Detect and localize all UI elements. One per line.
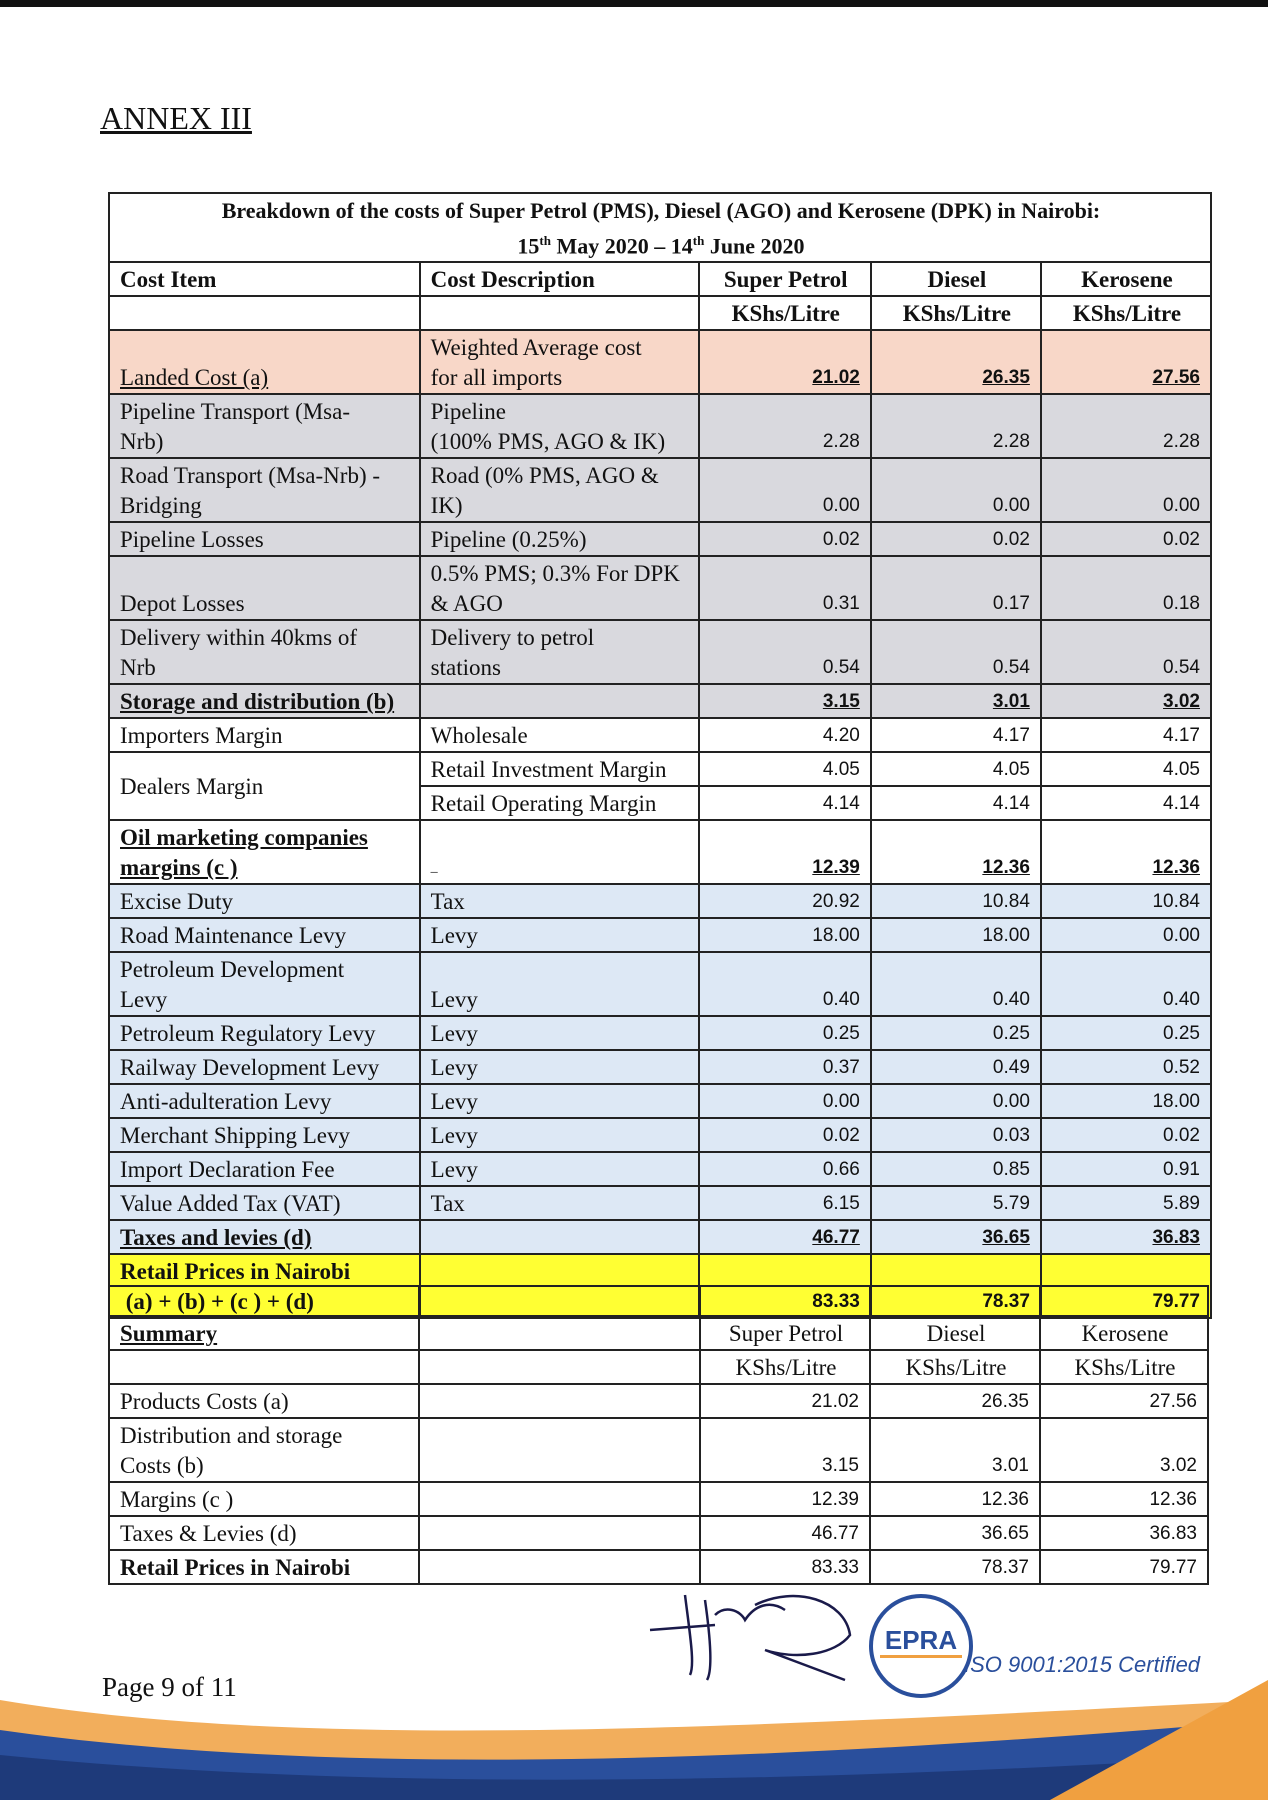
table-row: [109, 394, 1211, 458]
value-super-petrol: 2.28: [699, 394, 871, 458]
summary-item: Margins (c ): [109, 1482, 419, 1516]
value-super-petrol: 4.14: [699, 786, 871, 820]
cost-item: Storage and distribution (b): [109, 684, 420, 718]
annex-title: ANNEX III: [100, 100, 252, 136]
value-kerosene: 4.05: [1041, 752, 1211, 786]
spacer-row: [109, 1286, 1208, 1316]
summary-value-super-petrol: 12.39: [700, 1482, 870, 1516]
table-row: [109, 918, 1211, 952]
value-kerosene: 0.52: [1041, 1050, 1211, 1084]
summary-unit-kerosene: KShs/Litre: [1040, 1350, 1208, 1384]
header-cost-item: Cost Item: [109, 262, 420, 296]
value-super-petrol: 4.05: [699, 752, 871, 786]
summary-value-diesel: 78.37: [870, 1550, 1040, 1584]
value-kerosene: 36.83: [1041, 1220, 1211, 1254]
cost-item: Oil marketing companies margins (c ): [109, 820, 420, 884]
cost-item: Merchant Shipping Levy: [109, 1118, 420, 1152]
table-title-line2: 15th May 2020 – 14th June 2020: [517, 233, 805, 259]
summary-row: [109, 1418, 1208, 1482]
value-kerosene: 0.40: [1041, 952, 1211, 1016]
table-row: [109, 458, 1211, 522]
summary-value-super-petrol: 46.77: [700, 1516, 870, 1550]
cost-description: Levy: [420, 1050, 699, 1084]
subtotal-row: [109, 684, 1211, 718]
table-row: [109, 1050, 1211, 1084]
value-kerosene: 18.00: [1041, 1084, 1211, 1118]
table-row: [109, 556, 1211, 620]
value-super-petrol: 0.31: [699, 556, 871, 620]
cost-description: Wholesale: [420, 718, 699, 752]
top-border: [0, 0, 1268, 7]
header-super-petrol: Super Petrol: [699, 262, 871, 296]
value-diesel: 2.28: [871, 394, 1041, 458]
cost-description: [420, 684, 699, 718]
cost-description: _: [420, 820, 699, 884]
table-row: [109, 330, 1211, 394]
value-kerosene: 0.25: [1041, 1016, 1211, 1050]
table-row: [109, 952, 1211, 1016]
cost-item: Road Maintenance Levy: [109, 918, 420, 952]
table-row: [109, 522, 1211, 556]
value-diesel: 0.54: [871, 620, 1041, 684]
summary-unit-super-petrol: KShs/Litre: [700, 1350, 870, 1384]
table-row: [109, 1016, 1211, 1050]
header-cost-description: Cost Description: [420, 262, 699, 296]
cost-description: Levy: [420, 918, 699, 952]
cost-description: Tax: [420, 1186, 699, 1220]
cost-description: Road (0% PMS, AGO & IK): [420, 458, 699, 522]
summary-row: [109, 1384, 1208, 1418]
cost-item: Pipeline Transport (Msa- Nrb): [109, 394, 420, 458]
value-kerosene: 79.77: [1041, 1254, 1211, 1318]
cost-description: Levy: [420, 952, 699, 1016]
value-kerosene: 0.00: [1041, 458, 1211, 522]
value-super-petrol: 12.39: [699, 820, 871, 884]
cost-description: Retail Investment Margin: [420, 752, 699, 786]
summary-value-kerosene: 27.56: [1040, 1384, 1208, 1418]
value-super-petrol: 83.33: [699, 1254, 871, 1318]
value-diesel: 18.00: [871, 918, 1041, 952]
table-row: [109, 884, 1211, 918]
value-diesel: 78.37: [871, 1254, 1041, 1318]
summary-value-diesel: 26.35: [870, 1384, 1040, 1418]
signature-graphic: [645, 1575, 865, 1685]
value-kerosene: 0.91: [1041, 1152, 1211, 1186]
cost-description: Levy: [420, 1152, 699, 1186]
cost-item: Landed Cost (a): [109, 330, 420, 394]
table-row: [109, 1118, 1211, 1152]
table-title-row: [109, 193, 1211, 262]
cost-item: Excise Duty: [109, 884, 420, 918]
value-diesel: 10.84: [871, 884, 1041, 918]
table-title: [109, 193, 1211, 262]
unit-kerosene: KShs/Litre: [1041, 296, 1211, 330]
summary-header-row: [109, 1316, 1208, 1350]
value-super-petrol: 0.02: [699, 522, 871, 556]
value-super-petrol: 0.40: [699, 952, 871, 1016]
value-super-petrol: 3.15: [699, 684, 871, 718]
value-diesel: 0.85: [871, 1152, 1041, 1186]
cost-description: Levy: [420, 1016, 699, 1050]
summary-item: Taxes & Levies (d): [109, 1516, 419, 1550]
value-super-petrol: 46.77: [699, 1220, 871, 1254]
cost-description: Levy: [420, 1118, 699, 1152]
cost-description: 0.5% PMS; 0.3% For DPK & AGO: [420, 556, 699, 620]
value-super-petrol: 20.92: [699, 884, 871, 918]
cost-description: Delivery to petrol stations: [420, 620, 699, 684]
value-super-petrol: 0.25: [699, 1016, 871, 1050]
summary-item: Retail Prices in Nairobi: [109, 1550, 419, 1584]
page-number: Page 9 of 11: [102, 1672, 237, 1702]
summary-value-kerosene: 12.36: [1040, 1482, 1208, 1516]
table-row: [109, 1084, 1211, 1118]
table-row: [109, 718, 1211, 752]
subtotal-row: [109, 1220, 1211, 1254]
cost-item: Railway Development Levy: [109, 1050, 420, 1084]
table-row: [109, 1152, 1211, 1186]
header-kerosene: Kerosene: [1041, 262, 1211, 296]
cost-description: Levy: [420, 1084, 699, 1118]
epra-logo: [858, 1593, 984, 1699]
cost-description: Tax: [420, 884, 699, 918]
unit-row: [109, 296, 1211, 330]
value-diesel: 0.03: [871, 1118, 1041, 1152]
cost-item: Petroleum Regulatory Levy: [109, 1016, 420, 1050]
value-kerosene: 0.00: [1041, 918, 1211, 952]
value-diesel: 3.01: [871, 684, 1041, 718]
value-kerosene: 27.56: [1041, 330, 1211, 394]
header-row: [109, 262, 1211, 296]
value-diesel: 0.00: [871, 1084, 1041, 1118]
value-diesel: 0.25: [871, 1016, 1041, 1050]
value-kerosene: 5.89: [1041, 1186, 1211, 1220]
logo-text: EPRA: [884, 1625, 958, 1655]
value-kerosene: 4.14: [1041, 786, 1211, 820]
cost-description: Weighted Average cost for all imports: [420, 330, 699, 394]
summary-title: Summary: [109, 1316, 419, 1350]
summary-value-diesel: 12.36: [870, 1482, 1040, 1516]
cost-item: Petroleum Development Levy: [109, 952, 420, 1016]
signature-stroke: [650, 1595, 850, 1680]
table-row: [109, 620, 1211, 684]
cost-item: Delivery within 40kms of Nrb: [109, 620, 420, 684]
summary-unit-diesel: KShs/Litre: [870, 1350, 1040, 1384]
value-super-petrol: 4.20: [699, 718, 871, 752]
cost-item: Depot Losses: [109, 556, 420, 620]
summary-row: [109, 1482, 1208, 1516]
table-title-line1: Breakdown of the costs of Super Petrol (PMS), Diesel (AGO) and Kerosene (DPK) in Nairobi:: [221, 198, 1101, 223]
cost-description: Pipeline (100% PMS, AGO & IK): [420, 394, 699, 458]
value-diesel: 0.40: [871, 952, 1041, 1016]
value-diesel: 0.00: [871, 458, 1041, 522]
unit-diesel: KShs/Litre: [871, 296, 1041, 330]
value-diesel: 0.17: [871, 556, 1041, 620]
value-kerosene: 2.28: [1041, 394, 1211, 458]
summary-header-super-petrol: Super Petrol: [700, 1316, 870, 1350]
unit-super-petrol: KShs/Litre: [699, 296, 871, 330]
summary-value-kerosene: 79.77: [1040, 1550, 1208, 1584]
summary-header-kerosene: Kerosene: [1040, 1316, 1208, 1350]
value-kerosene: 0.02: [1041, 522, 1211, 556]
value-super-petrol: 0.37: [699, 1050, 871, 1084]
header-diesel: Diesel: [871, 262, 1041, 296]
cost-item: Anti-adulteration Levy: [109, 1084, 420, 1118]
value-kerosene: 12.36: [1041, 820, 1211, 884]
value-diesel: 36.65: [871, 1220, 1041, 1254]
cost-item: Retail Prices in Nairobi (a) + (b) + (c ) + (d): [109, 1254, 420, 1318]
value-diesel: 12.36: [871, 820, 1041, 884]
value-diesel: 4.05: [871, 752, 1041, 786]
value-super-petrol: 0.54: [699, 620, 871, 684]
value-kerosene: 0.02: [1041, 1118, 1211, 1152]
subtotal-row: [109, 820, 1211, 884]
cost-description: Pipeline (0.25%): [420, 522, 699, 556]
summary-row: [109, 1516, 1208, 1550]
cost-item: Import Declaration Fee: [109, 1152, 420, 1186]
summary-table: [108, 1285, 1209, 1585]
value-diesel: 26.35: [871, 330, 1041, 394]
cost-description: Retail Operating Margin: [420, 786, 699, 820]
value-super-petrol: 0.00: [699, 1084, 871, 1118]
summary-value-super-petrol: 21.02: [700, 1384, 870, 1418]
table-row: [109, 752, 1211, 786]
summary-value-diesel: 36.65: [870, 1516, 1040, 1550]
summary-value-super-petrol: 83.33: [700, 1550, 870, 1584]
logo-underline: [880, 1655, 962, 1658]
table-row: [109, 1186, 1211, 1220]
value-diesel: 0.02: [871, 522, 1041, 556]
value-diesel: 4.17: [871, 718, 1041, 752]
cost-item: Importers Margin: [109, 718, 420, 752]
value-kerosene: 4.17: [1041, 718, 1211, 752]
summary-item: Products Costs (a): [109, 1384, 419, 1418]
cost-item: Taxes and levies (d): [109, 1220, 420, 1254]
value-kerosene: 10.84: [1041, 884, 1211, 918]
value-diesel: 4.14: [871, 786, 1041, 820]
value-super-petrol: 21.02: [699, 330, 871, 394]
cost-item: Dealers Margin: [109, 752, 420, 820]
summary-item: Distribution and storage Costs (b): [109, 1418, 419, 1482]
cost-breakdown-table: [108, 192, 1212, 1319]
value-super-petrol: 0.00: [699, 458, 871, 522]
cost-item: Pipeline Losses: [109, 522, 420, 556]
summary-unit-row: [109, 1350, 1208, 1384]
value-super-petrol: 6.15: [699, 1186, 871, 1220]
value-super-petrol: 0.66: [699, 1152, 871, 1186]
value-kerosene: 0.54: [1041, 620, 1211, 684]
summary-value-super-petrol: 3.15: [700, 1418, 870, 1482]
cost-item: Value Added Tax (VAT): [109, 1186, 420, 1220]
value-diesel: 0.49: [871, 1050, 1041, 1084]
summary-value-kerosene: 36.83: [1040, 1516, 1208, 1550]
value-kerosene: 0.18: [1041, 556, 1211, 620]
value-super-petrol: 18.00: [699, 918, 871, 952]
iso-certification: ISO 9001:2015 Certified: [964, 1652, 1201, 1677]
cost-item: Road Transport (Msa-Nrb) - Bridging: [109, 458, 420, 522]
value-super-petrol: 0.02: [699, 1118, 871, 1152]
summary-header-diesel: Diesel: [870, 1316, 1040, 1350]
value-kerosene: 3.02: [1041, 684, 1211, 718]
summary-value-kerosene: 3.02: [1040, 1418, 1208, 1482]
summary-value-diesel: 3.01: [870, 1418, 1040, 1482]
cost-description: [420, 1220, 699, 1254]
value-diesel: 5.79: [871, 1186, 1041, 1220]
